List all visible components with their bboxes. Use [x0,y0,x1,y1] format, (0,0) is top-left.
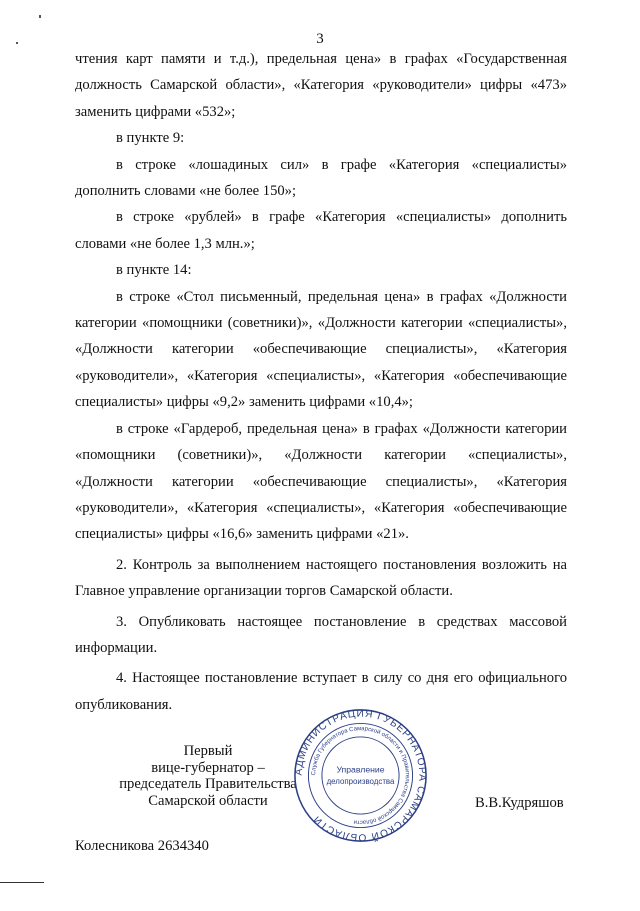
stamp-inner-ring [322,737,399,814]
stamp-middle-ring [308,723,412,827]
paragraph: в строке «Стол письменный, предельная цена» в графах «Должности категории «помощники (советники)», «Должности категории «специалисты», «Должности категории «обеспечивающие специалисты», «Категория «руководители», «Категория «специалисты», «Категория «обеспечивающие специалисты» цифры «9,2» заменить цифрами «10,4»; [75,288,567,411]
document-body [75,46,567,718]
paragraph: в строке «лошадиных сил» в графе «Категория «специалисты» дополнить словами «не более 150»; [75,156,567,200]
paragraph: 3. Опубликовать настоящее постановление в средствах массовой информации. [75,613,567,656]
signer-title [108,743,308,809]
paragraph: в пункте 9: [116,130,185,147]
paragraph: чтения карт памяти и т.д.), предельная цена» в графах «Государственная должность Самарской области», «Категория «руководители» цифры «473» заменить цифрами «532»; [75,51,567,120]
signer-title-line: председатель Правительства [119,776,297,792]
paragraph: 4. Настоящее постановление вступает в силу со дня его официального опубликования. [75,670,567,713]
signer-title-line: Первый [183,743,233,759]
paragraph: в строке «рублей» в графе «Категория «специалисты» дополнить словами «не более 1,3 млн.»; [75,209,567,252]
stamp-outer-text: АДМИНИСТРАЦИЯ ГУБЕРНАТОРА САМАРСКОЙ ОБЛАСТИ [293,708,428,843]
stamp-center-line: Управление [336,764,385,775]
paragraph: в строке «Гардероб, предельная цена» в графах «Должности категории «помощники (советники)», «Должности категории «специалисты», «Должности категории «обеспечивающие специалисты», «Категория «руководители», «Категория «специалисты», «Категория «обеспечивающие специалисты» цифры «16,6» заменить цифрами «21». [75,420,567,543]
svg-text:Служба Губернатора Самарской о [311,726,410,825]
signer-title-line: Самарской области [148,792,268,809]
margin-mark [39,15,41,18]
official-stamp [293,708,428,843]
stamp-inner-text: Служба Губернатора Самарской области и Правительства Самарской области [311,726,410,825]
signer-title-line: вице-губернатор – [151,759,265,776]
margin-mark [16,42,18,44]
executor-contact: Колесникова 2634340 [75,838,209,854]
paragraph: 2. Контроль за выполнением настоящего постановления возложить на Главное управление организации торгов Самарской области. [75,556,567,600]
signer-name: В.В.Кудряшов [475,795,564,811]
page-number: 3 [316,31,324,47]
paragraph: в пункте 14: [116,262,192,279]
stamp-center-line: делопроизводства [326,777,395,787]
footer-rule [0,882,44,883]
